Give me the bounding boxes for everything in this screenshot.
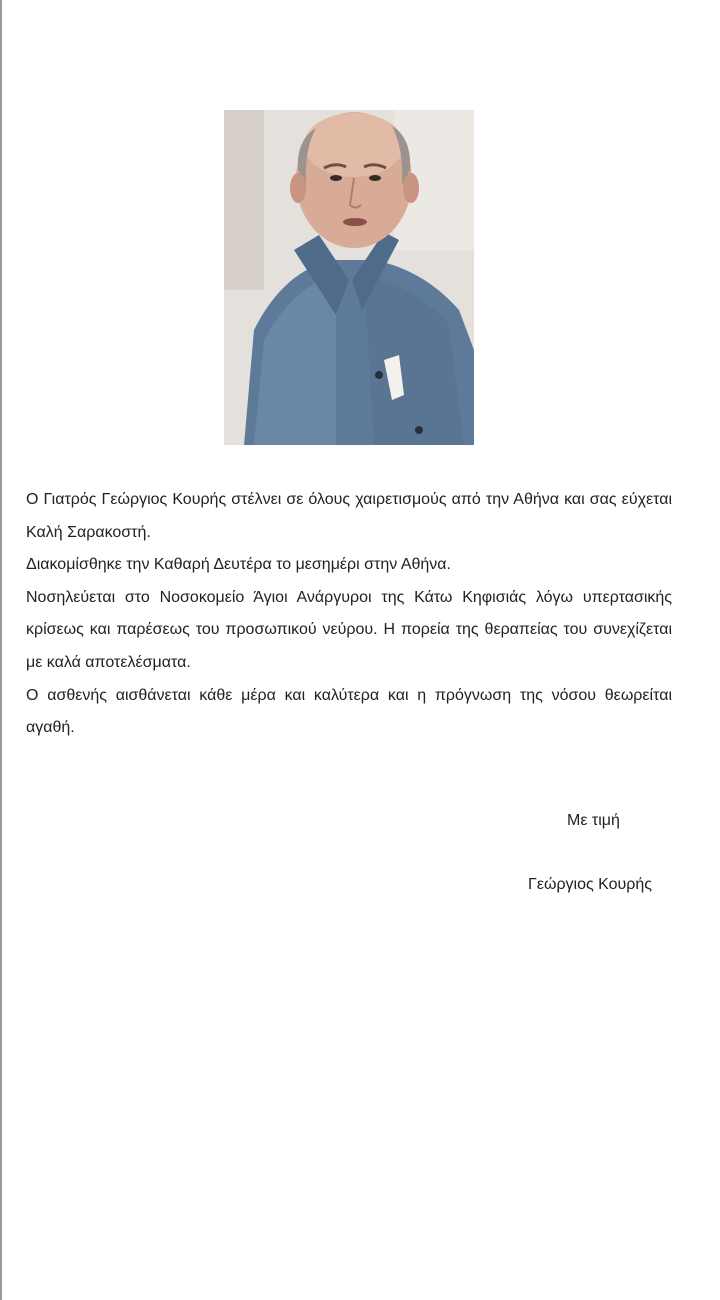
signer-name: Γεώργιος Κουρής: [528, 876, 652, 893]
page-left-border: [0, 0, 2, 1300]
letter-body: [26, 484, 672, 745]
portrait-photo: [224, 110, 474, 445]
paragraph-greeting: Ο Γιατρός Γεώργιος Κουρής στέλνει σε όλους χαιρετισμούς από την Αθήνα και σας εύχεται Καλή Σαρακοστή.: [26, 491, 672, 541]
paragraph-transfer: Διακομίσθηκε την Καθαρή Δευτέρα το μεσημέρι στην Αθήνα.: [26, 556, 451, 574]
portrait-illustration: [224, 110, 474, 445]
closing-salutation: Με τιμή: [567, 812, 620, 829]
paragraph-prognosis: Ο ασθενής αισθάνεται κάθε μέρα και καλύτερα και η πρόγνωση της νόσου θεωρείται αγαθή.: [26, 686, 672, 737]
paragraph-hospital: Νοσηλεύεται στο Νοσοκομείο Άγιοι Ανάργυροι της Κάτω Κηφισιάς λόγω υπερτασικής κρίσεως και παρέσεως του προσωπικού νεύρου. Η πορεία της θεραπείας του συνεχίζεται με καλά αποτελέσματα.: [26, 588, 672, 671]
